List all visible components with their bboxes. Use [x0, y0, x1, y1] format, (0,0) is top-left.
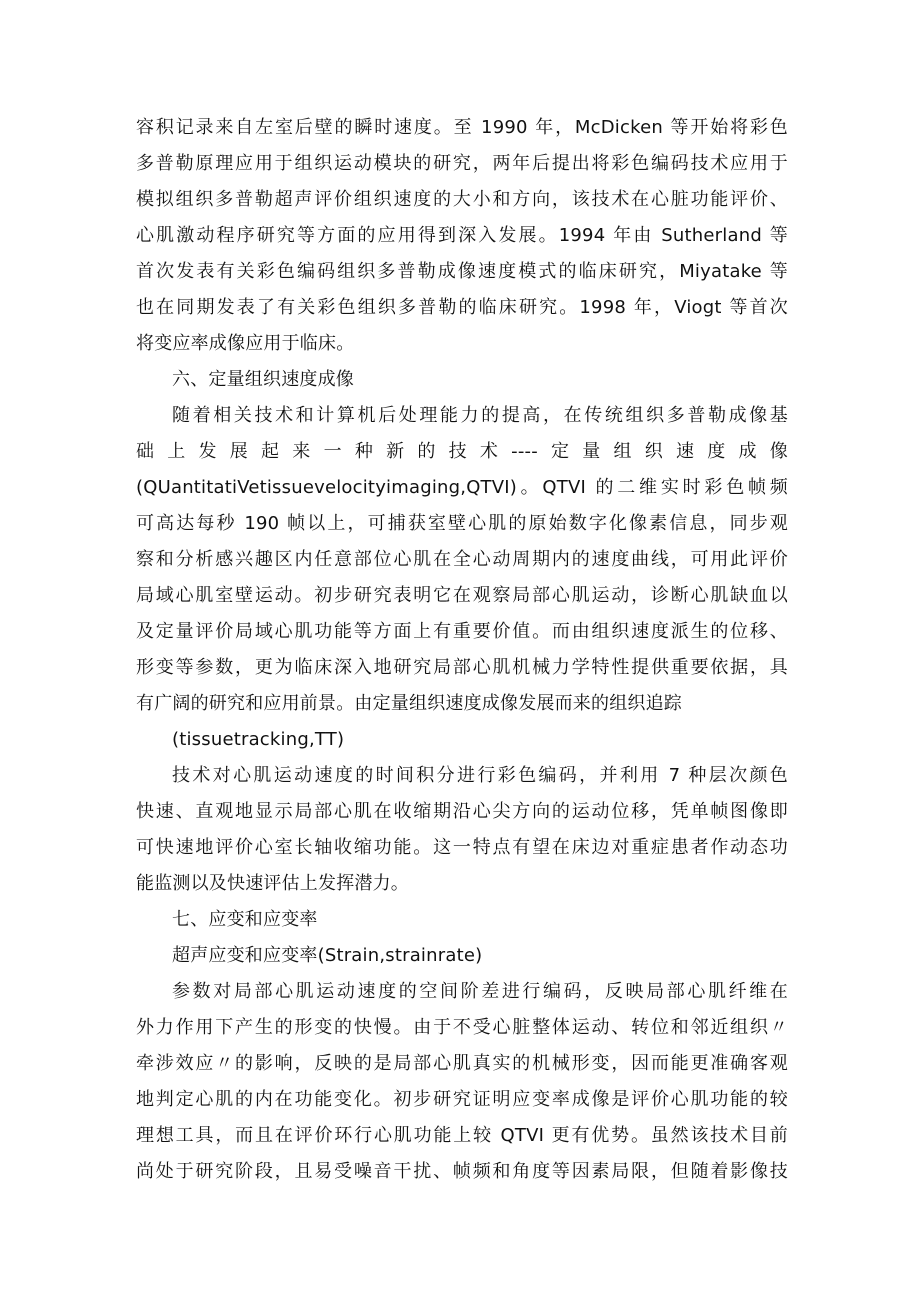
paragraph-line: 外力作用下产生的形变的快慢。由于不受心脏整体运动、转位和邻近组织〃 — [136, 1017, 788, 1038]
paragraph-line: 及定量评价局域心肌功能等方面上有重要价值。而由组织速度派生的位移、 — [136, 621, 788, 642]
paragraph-line: 也在同期发表了有关彩色组织多普勒的临床研究。1998 年，Viogt 等首次 — [136, 297, 788, 318]
paragraph-line: 可快速地评价心室长轴收缩功能。这一特点有望在床边对重症患者作动态功 — [136, 837, 788, 858]
paragraph-line: (tissuetracking,TT) — [172, 729, 345, 750]
paragraph-line: 理想工具，而且在评价环行心肌功能上较 QTVI 更有优势。虽然该技术目前 — [136, 1125, 788, 1146]
paragraph-line: 有广阔的研究和应用前景。由定量组织速度成像发展而来的组织追踪 — [136, 693, 682, 714]
paragraph-line: (QUantitatiVetissuevelocityimaging,QTVI)。QTVI 的二维实时彩色帧频 — [136, 477, 788, 498]
section-heading-6: 六、定量组织速度成像 — [172, 369, 354, 390]
paragraph-line: 可高达每秒 190 帧以上，可捕获室壁心肌的原始数字化像素信息，同步观 — [136, 513, 788, 534]
paragraph-line: 地判定心肌的内在功能变化。初步研究证明应变率成像是评价心肌功能的较 — [136, 1089, 788, 1110]
paragraph-line: 察和分析感兴趣区内任意部位心肌在全心动周期内的速度曲线，可用此评价 — [136, 549, 788, 570]
paragraph-line: 技术对心肌运动速度的时间积分进行彩色编码，并利用 7 种层次颜色 — [172, 765, 788, 786]
section-heading-7: 七、应变和应变率 — [172, 909, 318, 930]
paragraph-line: 尚处于研究阶段，且易受噪音干扰、帧频和角度等因素局限，但随着影像技 — [136, 1161, 788, 1182]
paragraph-line: 模拟组织多普勒超声评价组织速度的大小和方向，该技术在心脏功能评价、 — [136, 189, 788, 210]
paragraph-line: 多普勒原理应用于组织运动模块的研究，两年后提出将彩色编码技术应用于 — [136, 153, 788, 174]
paragraph-line: 超声应变和应变率(Strain,strainrate) — [172, 945, 483, 966]
paragraph-line: 心肌激动程序研究等方面的应用得到深入发展。1994 年由 Sutherland 等 — [136, 225, 788, 246]
paragraph-line: 将变应率成像应用于临床。 — [136, 333, 355, 354]
paragraph-line: 首次发表有关彩色编码组织多普勒成像速度模式的临床研究，Miyatake 等 — [136, 261, 788, 282]
paragraph-line: 础上发展起来一种新的技术----定量组织速度成像 — [136, 441, 788, 462]
paragraph-line: 局域心肌室壁运动。初步研究表明它在观察局部心肌运动，诊断心肌缺血以 — [136, 585, 788, 606]
paragraph-line: 牵涉效应〃的影响，反映的是局部心肌真实的机械形变，因而能更准确客观 — [136, 1053, 788, 1074]
paragraph-line: 容积记录来自左室后壁的瞬时速度。至 1990 年，McDicken 等开始将彩色 — [136, 117, 788, 138]
paragraph-line: 参数对局部心肌运动速度的空间阶差进行编码，反映局部心肌纤维在 — [172, 981, 788, 1002]
paragraph-line: 快速、直观地显示局部心肌在收缩期沿心尖方向的运动位移，凭单帧图像即 — [136, 801, 788, 822]
paragraph-line: 随着相关技术和计算机后处理能力的提高，在传统组织多普勒成像基 — [172, 405, 788, 426]
paragraph-line: 能监测以及快速评估上发挥潜力。 — [136, 873, 409, 894]
paragraph-line: 形变等参数，更为临床深入地研究局部心肌机械力学特性提供重要依据，具 — [136, 657, 788, 678]
